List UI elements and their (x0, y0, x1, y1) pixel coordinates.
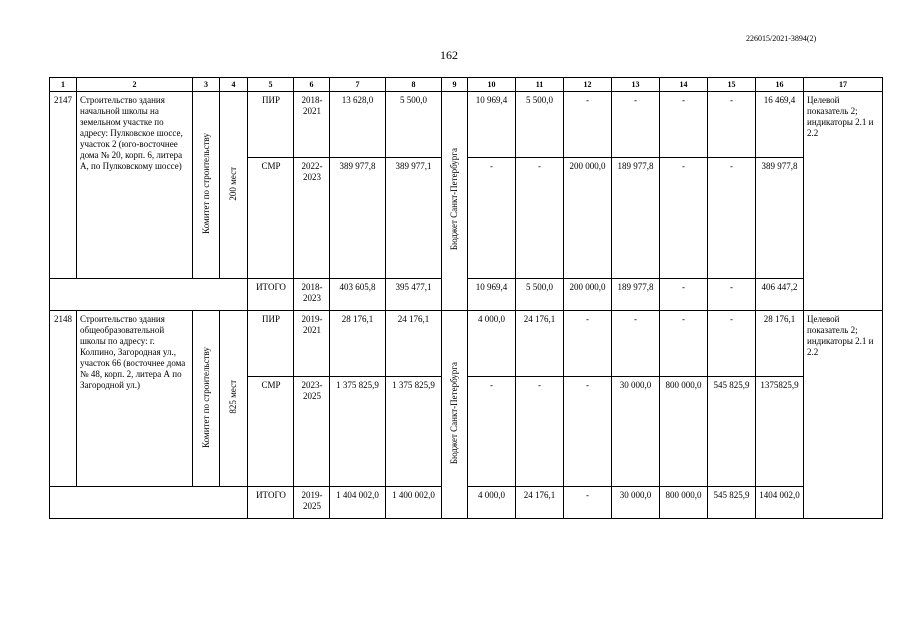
year-value: - (564, 311, 612, 377)
cost-total: 28 176,1 (330, 311, 386, 377)
table-row (50, 92, 883, 158)
total-year-value: 200 000,0 (564, 279, 612, 311)
year-value: 200 000,0 (564, 158, 612, 279)
total-years: 2019-2025 (294, 487, 330, 519)
total-year-value: 189 977,8 (612, 279, 660, 311)
total-cost: 1 404 002,0 (330, 487, 386, 519)
total-label: ИТОГО (248, 487, 294, 519)
column-header: 12 (564, 78, 612, 92)
total-sum: 1404 002,0 (756, 487, 804, 519)
customer-label: Комитет по строительству (200, 346, 211, 448)
customer-cell (193, 311, 220, 487)
stage-years: 2018-2021 (294, 92, 330, 158)
column-header: 2 (77, 78, 193, 92)
table-row (50, 311, 883, 377)
object-name: Строительство здания общеобразовательной школы по адресу: г. Колпино, Загородная ул., участок 66 (восточнее дома № 48, корп. 2, литера А по Загородной ул.) (77, 311, 193, 487)
year-value: 5 500,0 (516, 92, 564, 158)
object-name: Строительство здания начальной школы на земельном участке по адресу: Пулковское шоссе, участок 2 (юго-восточнее дома № 20, корп. 6, литера А, по Пулковскому шоссе) (77, 92, 193, 279)
total-year-value: 545 825,9 (708, 487, 756, 519)
total-label-cell (50, 279, 248, 311)
total-years: 2018-2023 (294, 279, 330, 311)
cost-total: 1 375 825,9 (330, 377, 386, 487)
year-value: 189 977,8 (612, 158, 660, 279)
year-value: 24 176,1 (516, 311, 564, 377)
table-header-row (50, 78, 883, 92)
column-header: 16 (756, 78, 804, 92)
total-year-value: 5 500,0 (516, 279, 564, 311)
customer-cell (193, 92, 220, 279)
column-header: 1 (50, 78, 77, 92)
stage-type: ПИР (248, 311, 294, 377)
column-header: 6 (294, 78, 330, 92)
capacity-label: 825 мест (228, 380, 238, 414)
total-year-value: 24 176,1 (516, 487, 564, 519)
total-year-value: 800 000,0 (660, 487, 708, 519)
year-value: - (564, 92, 612, 158)
column-header: 5 (248, 78, 294, 92)
year-value: - (708, 92, 756, 158)
indicator-cell: Целевой показатель 2; индикаторы 2.1 и 2.2 (804, 92, 883, 311)
year-value: 4 000,0 (468, 311, 516, 377)
year-value: - (660, 158, 708, 279)
document-id: 226015/2021-3894(2) (746, 34, 817, 43)
total-remaining: 1 400 002,0 (386, 487, 442, 519)
budget-label: Бюджет Санкт-Петербурга (449, 361, 459, 465)
total-year-value: 30 000,0 (612, 487, 660, 519)
total-year-value: 10 969,4 (468, 279, 516, 311)
total-remaining: 395 477,1 (386, 279, 442, 311)
cost-remaining: 389 977,1 (386, 158, 442, 279)
total-label-cell (50, 487, 248, 519)
stage-type: СМР (248, 158, 294, 279)
cost-total: 13 628,0 (330, 92, 386, 158)
year-value: - (516, 377, 564, 487)
cost-remaining: 5 500,0 (386, 92, 442, 158)
year-value: - (564, 377, 612, 487)
capacity-cell (220, 311, 248, 487)
column-header: 14 (660, 78, 708, 92)
stage-sum: 1375825,9 (756, 377, 804, 487)
stage-sum: 389 977,8 (756, 158, 804, 279)
year-value: - (660, 92, 708, 158)
year-value: 10 969,4 (468, 92, 516, 158)
stage-years: 2022-2023 (294, 158, 330, 279)
capacity-label: 200 мест (228, 166, 238, 201)
column-header: 15 (708, 78, 756, 92)
total-sum: 406 447,2 (756, 279, 804, 311)
year-value: - (660, 311, 708, 377)
year-value: - (708, 158, 756, 279)
budget-label: Бюджет Санкт-Петербурга (449, 148, 459, 251)
year-value: - (468, 377, 516, 487)
stage-type: СМР (248, 377, 294, 487)
column-header: 13 (612, 78, 660, 92)
stage-type: ПИР (248, 92, 294, 158)
cost-remaining: 24 176,1 (386, 311, 442, 377)
row-number: 2147 (50, 92, 77, 279)
total-label: ИТОГО (248, 279, 294, 311)
total-year-value: - (564, 487, 612, 519)
column-header: 4 (220, 78, 248, 92)
cost-total: 389 977,8 (330, 158, 386, 279)
page-number: 162 (440, 48, 458, 62)
column-header: 7 (330, 78, 386, 92)
stage-years: 2019-2021 (294, 311, 330, 377)
indicator-cell: Целевой показатель 2; индикаторы 2.1 и 2.2 (804, 311, 883, 519)
year-value: 800 000,0 (660, 377, 708, 487)
column-header: 9 (442, 78, 468, 92)
column-header: 3 (193, 78, 220, 92)
program-table (49, 77, 883, 519)
budget-cell (442, 311, 468, 519)
total-cost: 403 605,8 (330, 279, 386, 311)
year-value: - (612, 92, 660, 158)
column-header: 11 (516, 78, 564, 92)
cost-remaining: 1 375 825,9 (386, 377, 442, 487)
year-value: 545 825,9 (708, 377, 756, 487)
total-year-value: 4 000,0 (468, 487, 516, 519)
column-header: 8 (386, 78, 442, 92)
row-number: 2148 (50, 311, 77, 487)
year-value: - (612, 311, 660, 377)
capacity-cell (220, 92, 248, 279)
customer-label: Комитет по строительству (200, 133, 211, 234)
stage-years: 2023-2025 (294, 377, 330, 487)
year-value: 30 000,0 (612, 377, 660, 487)
year-value: - (516, 158, 564, 279)
stage-sum: 28 176,1 (756, 311, 804, 377)
stage-sum: 16 469,4 (756, 92, 804, 158)
total-year-value: - (708, 279, 756, 311)
year-value: - (468, 158, 516, 279)
year-value: - (708, 311, 756, 377)
budget-cell (442, 92, 468, 311)
column-header: 10 (468, 78, 516, 92)
column-header: 17 (804, 78, 883, 92)
total-year-value: - (660, 279, 708, 311)
